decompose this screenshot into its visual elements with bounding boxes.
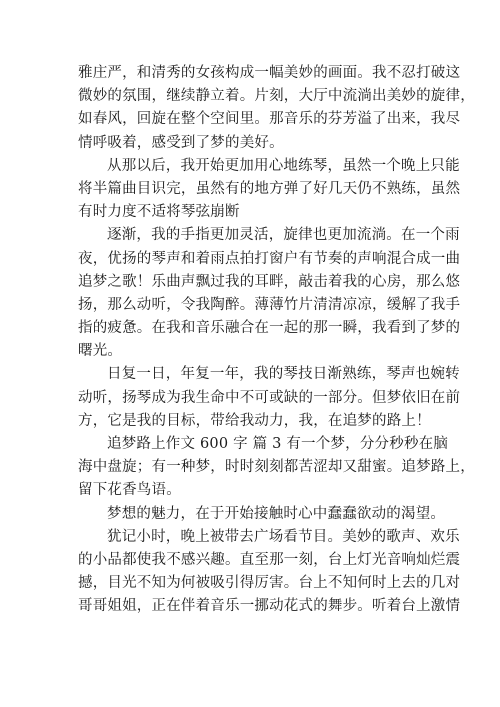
- text-line: 动听，扬琴成为我生命中不可或缺的一部分。但梦依旧在前: [78, 389, 461, 406]
- text-line: 雅庄严，和清秀的女孩构成一幅美妙的画面。我不忍打破这: [78, 65, 461, 81]
- text-line: 扬，那么动听，令我陶醉。薄薄竹片清清凉凉，缓解了我手: [78, 296, 461, 313]
- text-line: 梦想的魅力，在于开始接触时心中蠢蠢欲动的渴望。: [107, 505, 446, 522]
- text-line: 从那以后，我开始更加用心地练琴，虽然一个晚上只能: [107, 157, 460, 174]
- text-line: 海中盘旋；有一种梦，时时刻刻都苦涩却又甜蜜。追梦路上，: [78, 459, 475, 476]
- text-line: 犹记小时，晚上被带去广场看节目。美妙的歌声、欢乐: [107, 528, 460, 545]
- text-line: 逐渐，我的手指更加灵活，旋律也更加流淌。在一个雨: [107, 227, 460, 244]
- text-line: 的小品都使我不感兴趣。直至那一刻，台上灯光音响灿烂震: [78, 551, 461, 568]
- text-line: 将半篇曲目识完，虽然有的地方弹了好几天仍不熟练，虽然: [78, 180, 461, 197]
- text-line: 日复一日，年复一年，我的琴技日渐熟练，琴声也婉转: [107, 366, 460, 383]
- text-line: 留下花香鸟语。: [78, 482, 181, 499]
- text-line: 微妙的氛围，继续静立着。片刻，大厅中流淌出美妙的旋律，: [78, 88, 475, 105]
- text-line: 指的疲惫。在我和音乐融合在一起的那一瞬，我看到了梦的: [78, 320, 461, 337]
- text-line: 追梦之歌！乐曲声飘过我的耳畔，敲击着我的心房，那么悠: [78, 273, 461, 290]
- text-line: 方，它是我的目标，带给我动力，我，在追梦的路上！: [78, 412, 431, 429]
- text-line: 撼，目光不知为何被吸引得厉害。台上不知何时上去的几对: [78, 575, 461, 592]
- text-line: 追梦路上作文 600 字 篇 3 有一个梦，分分秒秒在脑: [107, 436, 449, 452]
- text-line: 如春风，回旋在整个空间里。那音乐的芬芳溢了出来，我尽: [78, 111, 461, 128]
- text-line: 有时力度不适将琴弦崩断: [78, 204, 240, 221]
- text-line: 夜，优扬的琴声和着雨点拍打窗户有节奏的声响混合成一曲: [78, 250, 461, 267]
- text-line: 哥哥姐姐，正在伴着音乐一挪动花式的舞步。听着台上激情: [78, 598, 461, 615]
- text-line: 情呼吸着，感受到了梦的美好。: [78, 134, 284, 151]
- text-line: 曙光。: [78, 343, 123, 360]
- article-body: [78, 62, 475, 619]
